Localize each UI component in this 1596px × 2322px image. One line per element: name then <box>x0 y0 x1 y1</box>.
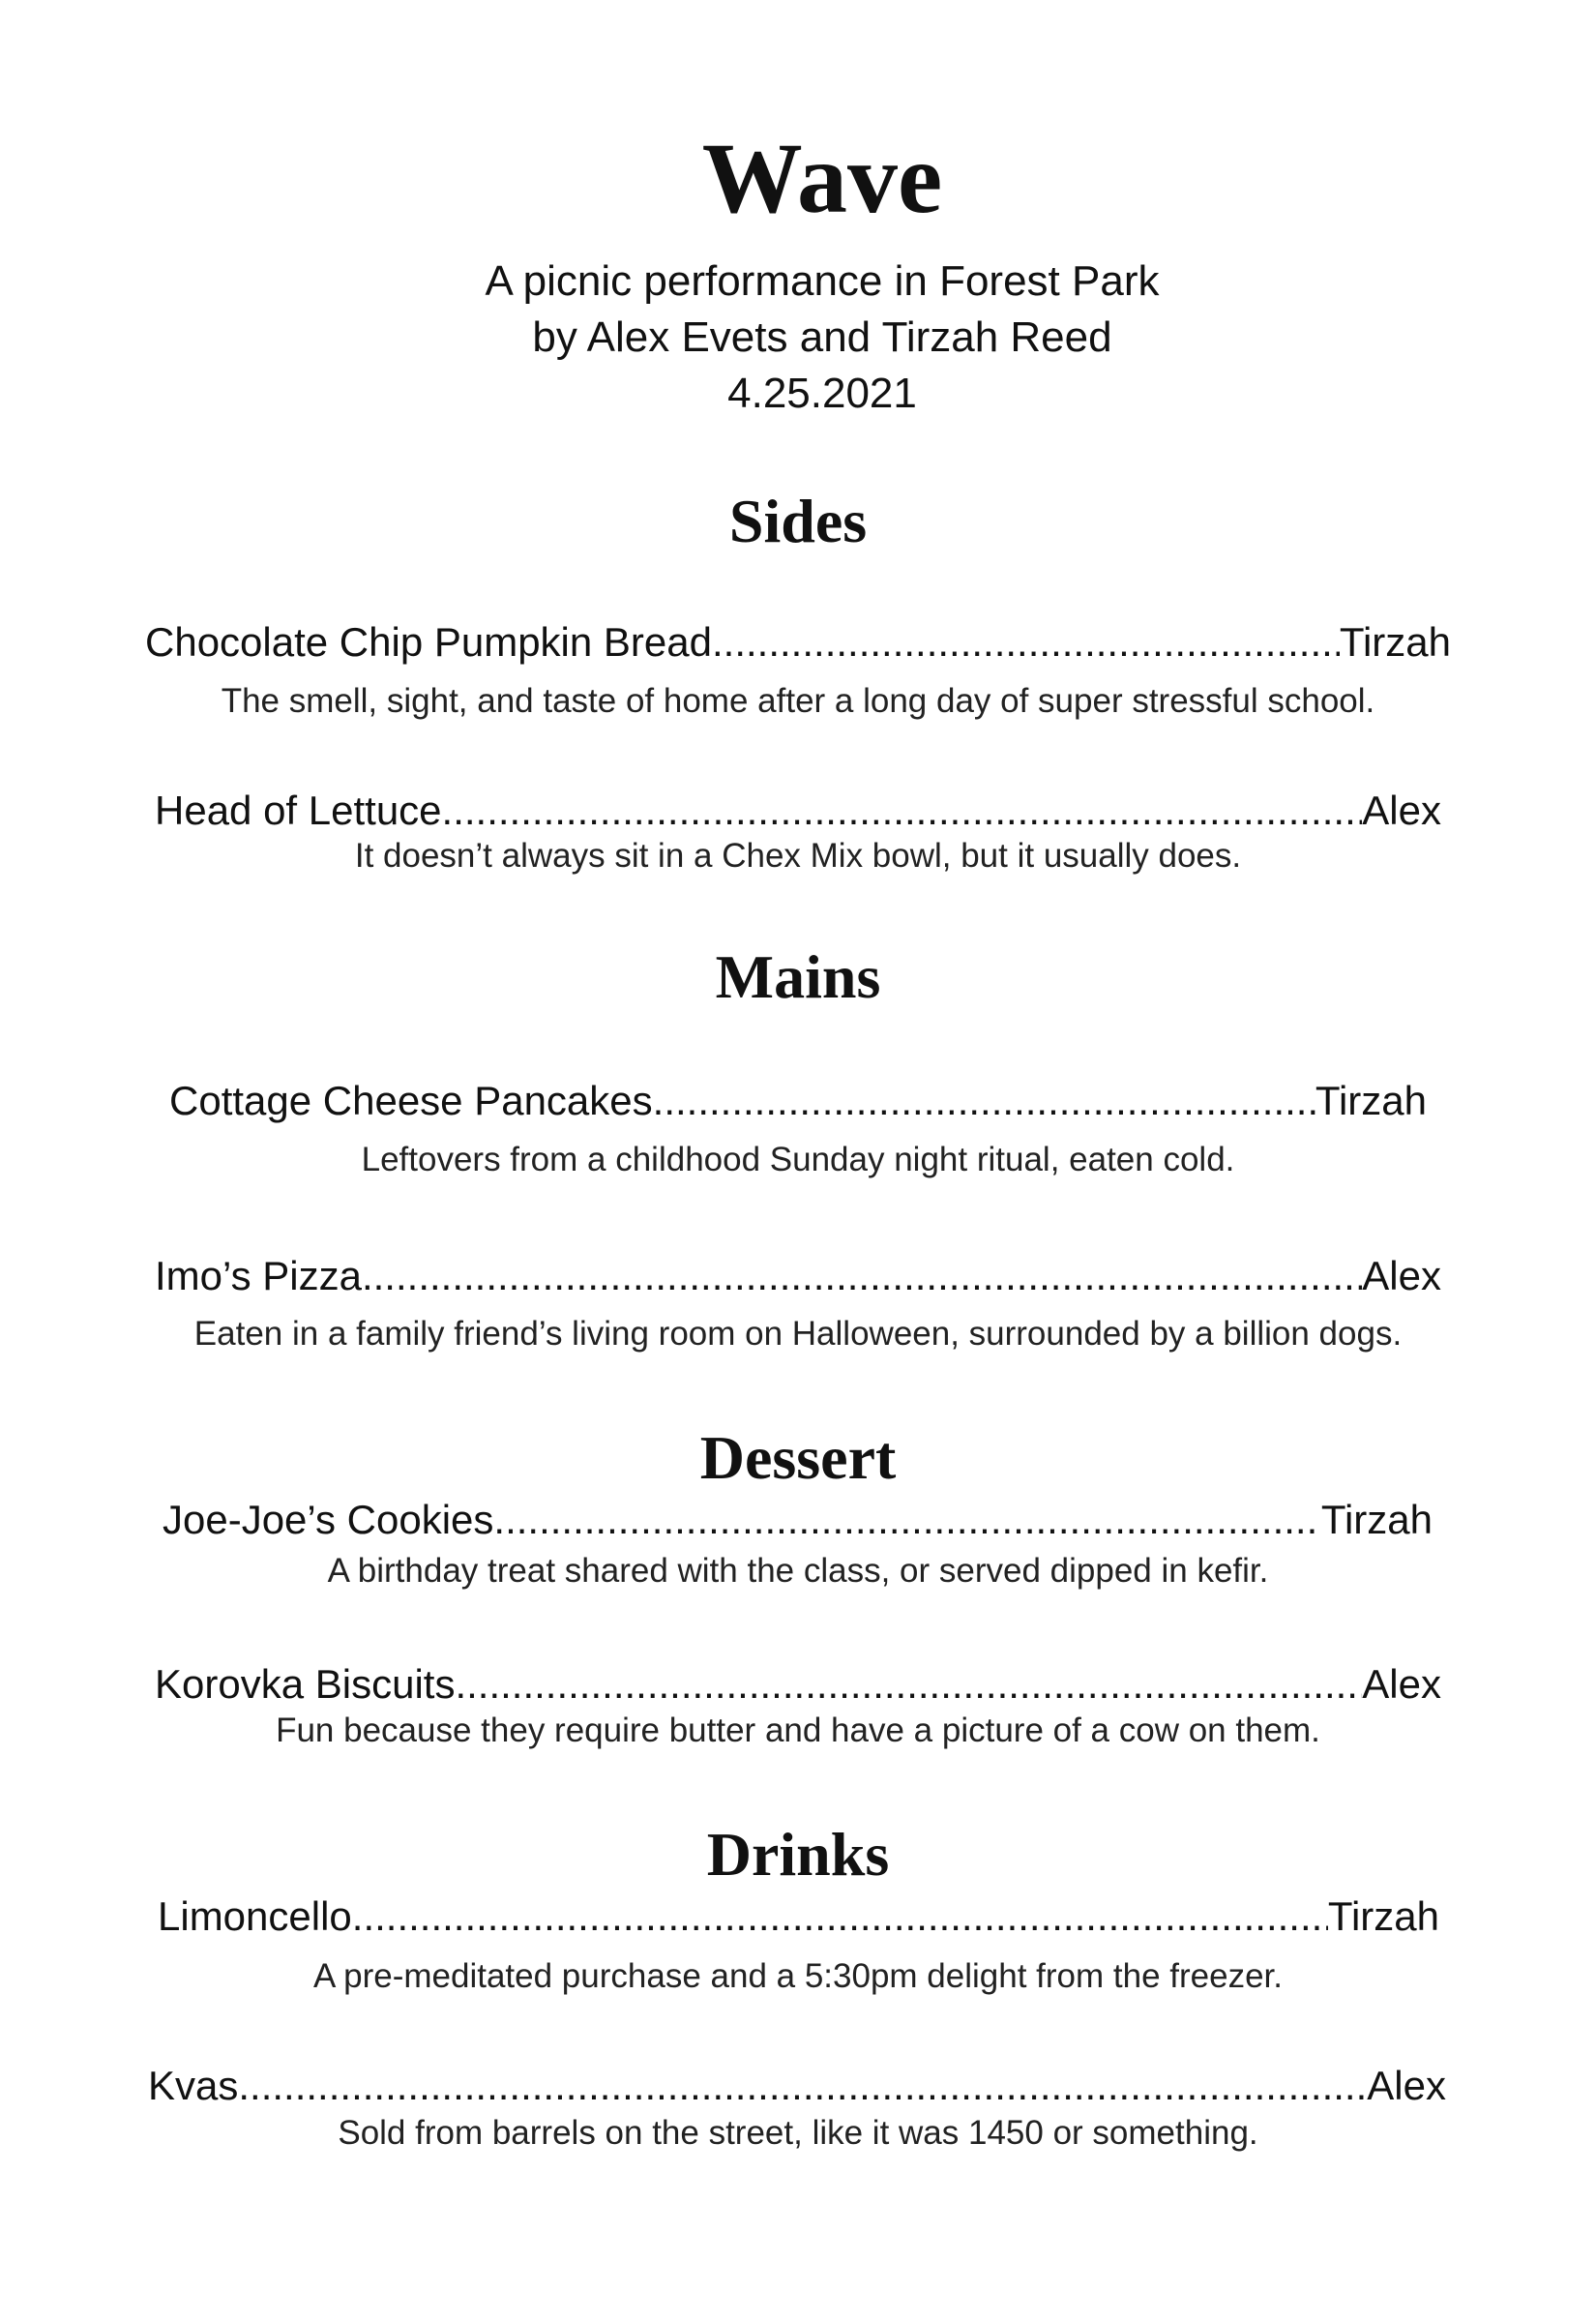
dot-leader <box>455 1659 1362 1710</box>
menu-item-description: A pre-meditated purchase and a 5:30pm delight from the freezer. <box>313 1957 1283 1995</box>
menu-item-description: Sold from barrels on the street, like it was 1450 or something. <box>338 2114 1258 2152</box>
menu-item-person: Tirzah <box>1315 1078 1427 1123</box>
dot-leader <box>442 786 1363 836</box>
menu-item-name: Kvas <box>148 2063 239 2108</box>
dot-leader <box>352 1891 1328 1942</box>
menu-item-person: Alex <box>1362 1661 1441 1707</box>
section-heading-mains: Mains <box>715 942 881 1011</box>
dot-leader <box>362 1251 1362 1301</box>
menu-item-name: Imo’s Pizza <box>155 1253 362 1298</box>
section-heading-sides: Sides <box>728 487 868 555</box>
menu-item-name: Korovka Biscuits <box>155 1661 456 1707</box>
menu-item-line <box>148 2061 1446 2111</box>
menu-item-line <box>163 1495 1433 1545</box>
menu-item-description: Eaten in a family friend’s living room on Halloween, surrounded by a billion dogs. <box>193 1315 1403 1353</box>
menu-item-line <box>169 1076 1427 1126</box>
menu-item-line <box>155 786 1441 836</box>
dot-leader <box>653 1076 1315 1126</box>
menu-item-line <box>158 1891 1439 1942</box>
dot-leader <box>712 617 1340 668</box>
menu-item-line <box>155 1251 1441 1301</box>
menu-item-person: Alex <box>1362 1253 1441 1298</box>
menu-item-person: Alex <box>1367 2063 1446 2108</box>
menu-item-person: Tirzah <box>1320 1497 1433 1542</box>
menu-item-name: Chocolate Chip Pumpkin Bread <box>145 619 712 665</box>
dot-leader <box>493 1495 1320 1545</box>
subtitle-authors: by Alex Evets and Tirzah Reed <box>532 313 1112 361</box>
menu-item-name: Cottage Cheese Pancakes <box>169 1078 653 1123</box>
menu-item-description: A birthday treat shared with the class, or served dipped in kefir. <box>327 1552 1269 1590</box>
menu-item-person: Alex <box>1362 788 1441 833</box>
menu-item-line <box>145 617 1451 668</box>
menu-item-person: Tirzah <box>1327 1893 1439 1939</box>
menu-item-description: The smell, sight, and taste of home after a long day of super stressful school. <box>221 682 1375 720</box>
page-title: Wave <box>701 123 943 234</box>
menu-item-name: Joe-Joe’s Cookies <box>163 1497 494 1542</box>
menu-item-person: Tirzah <box>1339 619 1451 665</box>
dot-leader <box>238 2061 1367 2111</box>
menu-item-description: Leftovers from a childhood Sunday night ritual, eaten cold. <box>361 1141 1235 1178</box>
section-heading-drinks: Drinks <box>706 1820 890 1889</box>
menu-item-description: Fun because they require butter and have a picture of a cow on them. <box>276 1712 1320 1749</box>
section-heading-dessert: Dessert <box>699 1423 897 1492</box>
menu-item-line <box>155 1659 1441 1710</box>
menu-item-name: Limoncello <box>158 1893 352 1939</box>
menu-item-name: Head of Lettuce <box>155 788 442 833</box>
menu-item-description: It doesn’t always sit in a Chex Mix bowl, but it usually does. <box>354 837 1242 875</box>
subtitle-event: A picnic performance in Forest Park <box>485 257 1160 305</box>
subtitle-date: 4.25.2021 <box>727 370 917 417</box>
